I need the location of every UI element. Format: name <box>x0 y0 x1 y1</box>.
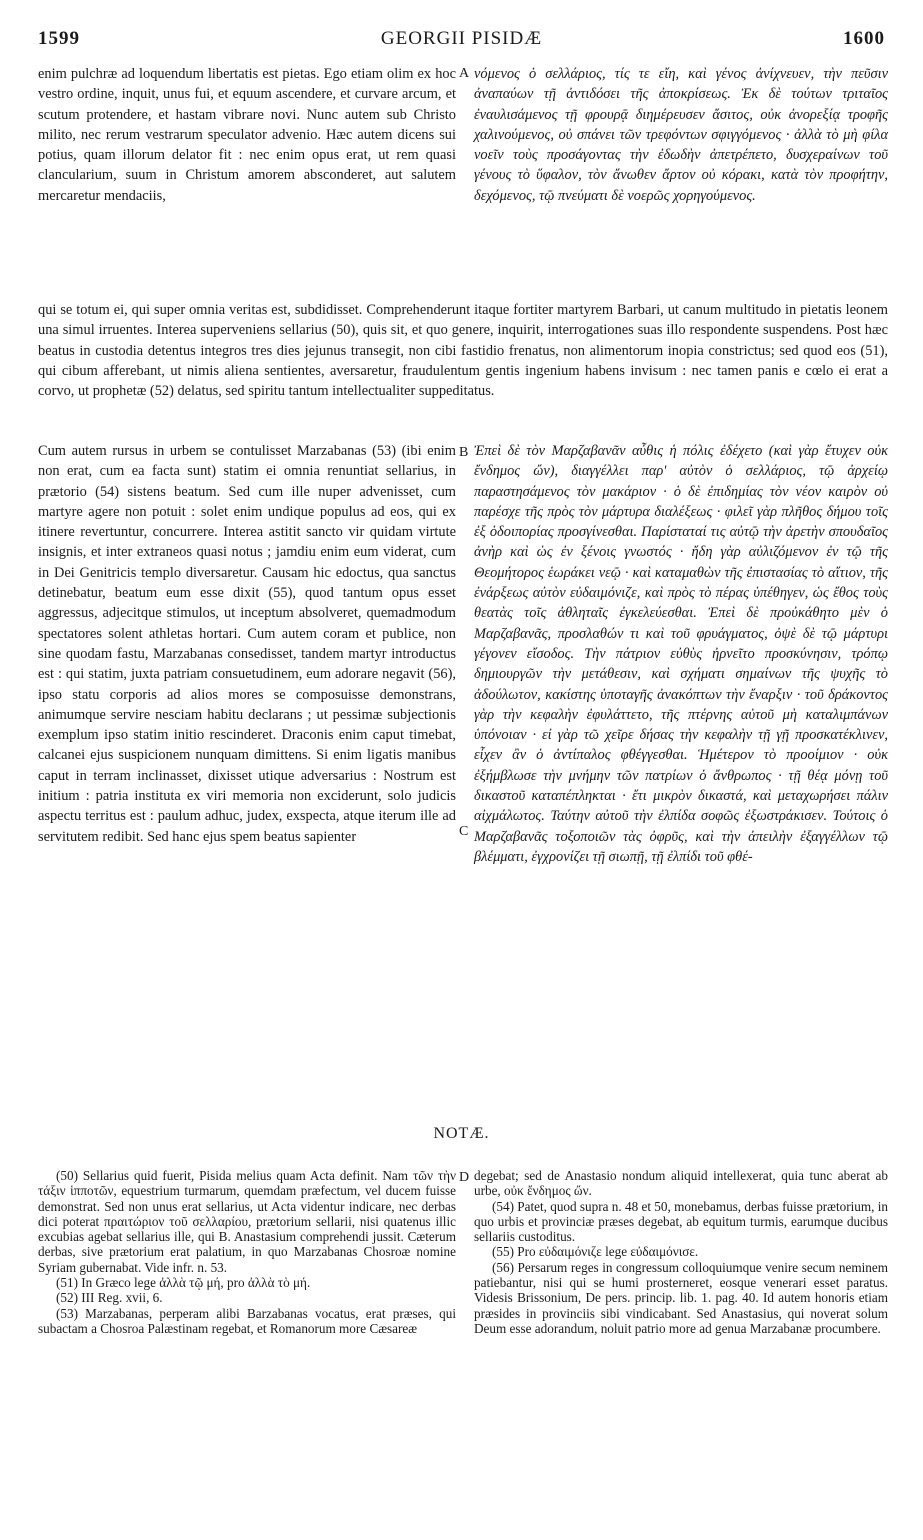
notes-right-column <box>474 1168 888 1336</box>
latin-column-top: enim pulchræ ad loquendum libertatis est pietas. Ego etiam olim ex hoc vestro ordine, inquit, unus fui, et equum ascendere, et curvare arcum, et scutum protendere, et hastam vibrare novi. Nunc autem sub Christo milito, nec rerum vestrarum speculator advenio. Hæc autem dicens sui potius, quam illorum delator fit : nec enim opus erat, ut rem quasi clancularium, suum in Christum amorem absconderet, aut salutem mercaretur mendaciis, <box>38 66 456 204</box>
notes-left-column <box>38 1168 456 1336</box>
running-header <box>38 28 885 56</box>
margin-letter-c: C <box>459 824 469 839</box>
note-52: (52) III Reg. xvii, 6. <box>56 1290 163 1306</box>
margin-letter-b: B <box>459 445 469 460</box>
margin-letter-a: A <box>459 66 470 81</box>
note-53-continued: degebat; sed de Anastasio nondum aliquid intellexerat, quia tunc aberat ab urbe, οὐκ ἔνδημος ὤν. <box>474 1168 888 1199</box>
latin-column-bottom: Cum autem rursus in urbem se contulisset Marzabanas (53) (ibi enim non erat, cum ea facta sunt) statim ei omnia renuntiat sellarius, in prætorio (54) sistens beatum. Sed cum ille nuper advenisset, cum martyre agere non potuit : solet enim undique populus ad eos, qui ex itinere revertuntur, concurrere. Interea astitit sancto vir quidam virtute insignis, et inter extraneos quasi notus ; jamdiu enim eum viderat, cum in Dei Genitricis templo diversaretur. Causam hic edoctus, qua sanctus detinebatur, beatum eum esse dixit (55), quod tantum opus esset aggressus, adjecitque stimulos, ut inceptum absolveret, quemadmodum spectatores solent athletas hortari. Cum autem coram et publice, non sine quodam fastu, Marzabanas consedisset, tandem martyr introductus est : qui statim, juxta patriam consuetudinem, eum adorare negavit (56), ipso statu corporis ad alios mores se composuisse demonstrans, animumque servire nesciam habitu declarans ; ut pessimæ subjectionis exemplum ipso statim initio rescinderet. Draconis enim caput timebat, calcanei ejus suspicionem nunquam dimittens. Si enim ligatis manibus caput in terram inclinasset, dixisset utique adversarius : Nostrum est initium : patria instituta ex viri memoria non exciderunt, solo judicis aspectu territus est : paulum adhuc, judex, exspecta, atque iterum ille ad servitutem redibit. Sed hanc ejus spem beatus sapienter <box>38 443 456 845</box>
note-53: (53) Marzabanas, perperam alibi Barzabanas vocatus, erat præses, qui subactam a Chosroa Palæstinam regebat, et Romanorum more Cæsareæ <box>38 1305 456 1336</box>
note-55: (55) Pro εὐδαιμόνιζε lege εὐδαιμόνισε. <box>492 1244 699 1260</box>
note-54: (54) Patet, quod supra n. 48 et 50, monebamus, derbas fuisse prætorium, in quo urbis et provinciæ præses degebat, ab equitum turmis, earumque ducibus sellariis custoditus. <box>474 1198 888 1245</box>
page-number-right: 1600 <box>843 28 885 49</box>
note-50: (50) Sellarius quid fuerit, Pisida melius quam Acta definit. Nam τῶν τὴν τάξιν ἱπποτῶν, equestrium turmarum, quemdam præfectum, vel ducem fuisse demonstrat. Sed non unus erat sellarius, ut Acta videntur indicare, nec derbas dici poterat πραιτώριον τοῦ σελλαρίου, prætorium sellarii, nisi quatenus illic excubias agebat sellarius ille, qui B. Anastasium comprehendi jussit. Cæterum derbas, sive prætorium erat palatium, in quo Marzabanas Chosroæ nomine Syriam gubernabat. Vide infr. n. 53. <box>38 1168 456 1275</box>
page-number-left: 1599 <box>38 28 80 49</box>
note-56: (56) Persarum reges in congressum colloquiumque venire secum neminem patiebantur, nisi qui se humi prosterneret, eosque venerari esset paratus. Videsis Brissonium, De pers. princip. lib. 1. pag. 40. Id autem honoris etiam præsides in provinciis sibi vindicabant. Sed Anastasius, qui noverat solum Deum esse adorandum, noluit patrio more ad genua Marzabanæ procumbere. <box>474 1259 888 1336</box>
greek-column-top: νόμενος ὁ σελλάριος, τίς τε εἴη, καὶ γένος ἀνίχνευεν, τὴν πεῦσιν ἀναπαύων τῇ ἀντιδόσει τῆς ἀποκρίσεως. Ἐκ δὲ τούτων τριταῖος ἐναυλισάμενος τῇ φρουρᾷ διημέρευσεν ἄσιτος, οὐκ ἀνορεξίᾳ τροφῆς χαλινούμενος, οὐ σπάνει τῶν τρεφόντων σφιγγόμενος · ἀλλὰ τὸ μὴ φίλα νοεῖν τοὺς προσάγοντας τὴν ἐδωδὴν ἀπετρέπετο, δυσχεραίνων τοῦ γένους τὸ ὕφαλον, τὸν ἄνωθεν ἄρτον οὐ κόρακι, κατὰ τὸν προφήτην, δεχόμενος, τῷ πνεύματι δὲ νοερῶς χορηγούμενος. <box>474 66 888 204</box>
margin-letter-d: D <box>459 1170 470 1185</box>
notes-heading: NOTÆ. <box>433 1125 490 1142</box>
latin-full-width-paragraph: qui se totum ei, qui super omnia veritas est, subdidisset. Comprehenderunt itaque fortiter martyrem Barbari, ut canum multitudo in pietatis leonem una simul irruentes. Interea superveniens sellarius (50), quis sit, et quo genere, inquirit, interrogationes suas illo respondente suspendens. Post hæc beatus in custodia detentus integros tres dies jejunus transegit, non cibi fastidio frenatus, non alimentorum inopia constrictus; sed quod eos (51), qui cibum afferebant, ut nimis aliena sentientes, aversaretur, fraudulentum gentis ingenium habens invisum : nec tamen panis e cœlo ei erat a corvo, ut prophetæ (52) delatus, sed spiritu tantum intellectualiter suppeditatus. <box>38 302 888 400</box>
note-51: (51) In Græco lege ἀλλὰ τῷ μή, pro ἀλλὰ τὸ μή. <box>56 1275 311 1291</box>
greek-column-bottom: Ἐπεὶ δὲ τὸν Μαρζαβανᾶν αὖθις ἡ πόλις ἐδέχετο (καὶ γὰρ ἔτυχεν οὐκ ἔνδημος ὤν), διαγγέλλει παρ' αὐτὸν ὁ σελλάριος, τῷ ἀρχείῳ παραστησάμενος τὸν μακάριον · ὁ δὲ ἐπιδημίας τὸν νέον καιρὸν οὐ παρέσχε τῆς πρὸς τὸν μάρτυρα διαλέξεως · φιλεῖ γὰρ πλῆθος δήμου τοῖς ἐξ ὁδοιπορίας προσγίνεσθαι. Παρίσταταί τις αὐτῷ τὴν ἀρετὴν σπουδαῖος ἀνὴρ καὶ ὡς ἐν ξένοις γνωστός · ἤδη γὰρ αὐλιζόμενον ἐν τῷ τῆς Θεομήτορος ἑωράκει νεῷ · καὶ καταμαθὼν τῆς ἐπιστασίας τὸ αἴτιον, τῆς ἐνάρξεως αὐτὸν εὐδαιμόνιζε, καὶ πρὸς τὸ πέρας ὑπέθηγεν, ὡς ἔθος τοὺς θεατὰς τοῖς ἀθληταῖς ἐγκελεύεσθαι. Ἐπεὶ δὲ προὐκάθητο μὲν ὁ Μαρζαβανᾶς, προσλαθών τι καὶ τοῦ φρυάγματος, ὀψὲ δὲ τῷ μάρτυρι γέγονεν εἴσοδος. Τὴν πάτριον εὐθὺς ἠρνεῖτο προσκύνησιν, τρόπῳ δημιουργῶν τὴν μετάθεσιν, καὶ σχήματι σημαίνων τῆς ψυχῆς τὸ ἀδούλωτον, κακίστης ὑποταγῆς ἀνακόπτων τὴν ἔναρξιν · τοῦ δράκοντος γὰρ τὴν κεφαλὴν ἐφυλάττετο, τῆς πτέρνης αὐτοῦ μὴ καταλιμπάνων ὑπόνοιαν · εἰ γὰρ τῶ χεῖρε δήσας τὴν κεφαλὴν τῇ γῇ προσκατέκλινεν, εἶχεν ἂν ὁ ἀντίπαλος φθέγγεσθαι. Ἡμέτερον τὸ προοίμιον · οὐκ ἐξήμβλωσε τὴν μνήμην τῶν πατρίων ὁ ἄνθρωπος · τῇ θέᾳ μόνῃ τοῦ δικαστοῦ καταπέπληκται · ἔτι μικρὸν δικαστά, καὶ μεταχωρήσει πάλιν αἰχμάλωτος. Ταύτην αὐτοῦ τὴν ἐλπίδα σοφῶς ἐξωστράκισεν. Τούτοις ὁ Μαρζαβανᾶς τοξοποιῶν τὰς ὀφρῦς, καὶ τὴν ἀπειλὴν ἐξαγγέλλων τῷ βλέμματι, ἐγχρονίζει τῇ σιωπῇ, τῇ ἐλπίδι τοῦ φθέ- <box>474 443 888 865</box>
running-title: GEORGII PISIDÆ <box>380 28 543 49</box>
